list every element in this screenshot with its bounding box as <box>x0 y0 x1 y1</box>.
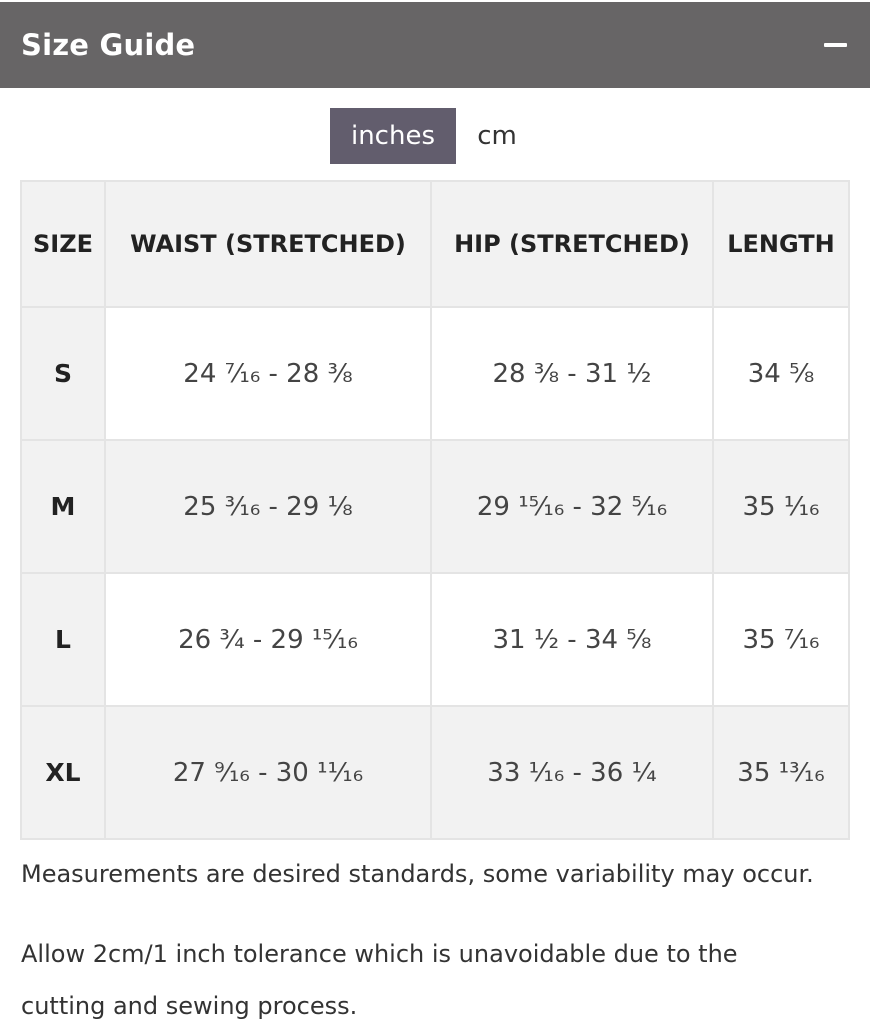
size-table <box>20 180 850 840</box>
length-value: 35 ¹³⁄₁₆ <box>713 706 849 839</box>
table-row <box>21 440 849 573</box>
length-value: 35 ¹⁄₁₆ <box>713 440 849 573</box>
waist-value: 26 ³⁄₄ - 29 ¹⁵⁄₁₆ <box>105 573 431 706</box>
size-table-container <box>20 180 848 840</box>
table-header-row <box>21 181 849 307</box>
unit-toggle <box>330 108 538 164</box>
column-header-size: SIZE <box>21 181 105 307</box>
length-value: 35 ⁷⁄₁₆ <box>713 573 849 706</box>
table-row <box>21 307 849 440</box>
column-header-waist: WAIST (STRETCHED) <box>105 181 431 307</box>
waist-value: 25 ³⁄₁₆ - 29 ¹⁄₈ <box>105 440 431 573</box>
hip-value: 28 ³⁄₈ - 31 ¹⁄₂ <box>431 307 713 440</box>
hip-value: 31 ¹⁄₂ - 34 ⁵⁄₈ <box>431 573 713 706</box>
unit-button-cm[interactable]: cm <box>477 121 517 151</box>
size-guide-header[interactable] <box>0 2 870 88</box>
unit-button-inches[interactable]: inches <box>330 108 456 164</box>
table-row <box>21 706 849 839</box>
size-guide-title: Size Guide <box>21 28 196 62</box>
size-label: S <box>21 307 105 440</box>
waist-value: 27 ⁹⁄₁₆ - 30 ¹¹⁄₁₆ <box>105 706 431 839</box>
waist-value: 24 ⁷⁄₁₆ - 28 ³⁄₈ <box>105 307 431 440</box>
table-row <box>21 573 849 706</box>
hip-value: 29 ¹⁵⁄₁₆ - 32 ⁵⁄₁₆ <box>431 440 713 573</box>
length-value: 34 ⁵⁄₈ <box>713 307 849 440</box>
minus-icon[interactable] <box>822 32 848 58</box>
column-header-length: LENGTH <box>713 181 849 307</box>
size-label: M <box>21 440 105 573</box>
hip-value: 33 ¹⁄₁₆ - 36 ¹⁄₄ <box>431 706 713 839</box>
column-header-hip: HIP (STRETCHED) <box>431 181 713 307</box>
size-guide-notes <box>21 848 821 1032</box>
note-measurements: Measurements are desired standards, some variability may occur. <box>21 860 814 888</box>
size-label: XL <box>21 706 105 839</box>
size-label: L <box>21 573 105 706</box>
note-tolerance: Allow 2cm/1 inch tolerance which is unavoidable due to the cutting and sewing process. <box>21 940 738 1020</box>
